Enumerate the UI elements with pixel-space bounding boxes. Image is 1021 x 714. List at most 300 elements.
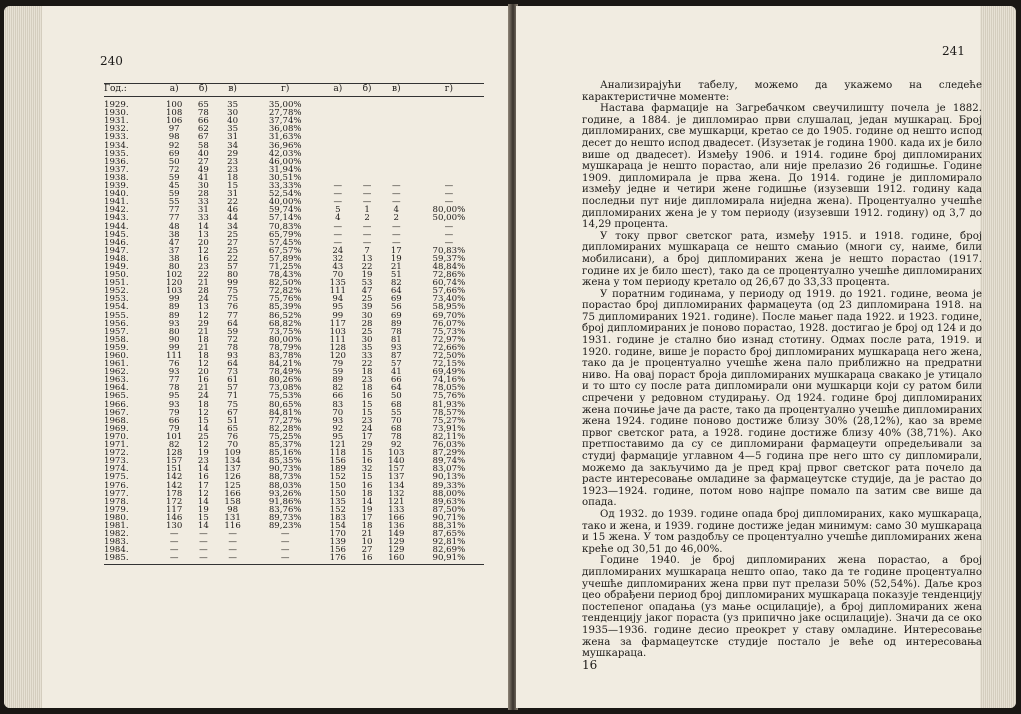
table-cell: — [391, 229, 401, 240]
table-cell: 69 [390, 310, 402, 321]
table-header-cell: в) [215, 84, 250, 97]
table-cell: — [333, 237, 343, 248]
table-cell: 22 [361, 261, 373, 272]
table-cell: 99 [332, 310, 344, 321]
table-cell: 14 [197, 496, 209, 507]
table-cell: 80,26% [268, 375, 302, 386]
table-cell: 23 [361, 415, 373, 426]
table-cell [379, 125, 414, 133]
table-cell: 137 [388, 472, 405, 483]
table-cell: 75,73% [432, 326, 466, 337]
table-cell: 65 [197, 100, 209, 111]
table-cell: 15 [197, 415, 209, 426]
table-cell: 68 [390, 423, 402, 434]
table-cell: 19 [390, 253, 402, 264]
table-cell: 75,76% [268, 294, 302, 305]
table-cell: 99 [168, 342, 180, 353]
table-cell [414, 150, 484, 158]
table-cell: 37,74% [268, 116, 302, 127]
table-cell [320, 117, 355, 125]
table-cell: 70 [332, 407, 344, 418]
table-cell: 70,83% [432, 245, 466, 256]
table-cell: 77 [168, 213, 180, 224]
table-cell: 125 [224, 480, 241, 491]
table-cell: 15 [227, 181, 239, 192]
table-cell: 4 [393, 205, 400, 216]
table-cell: 129 [388, 545, 405, 556]
table-cell: — [444, 221, 454, 232]
table-row [104, 538, 484, 546]
table-cell [379, 109, 414, 117]
table-cell: 17 [361, 512, 373, 523]
table-cell: 90,73% [268, 464, 302, 475]
table-cell: 189 [329, 464, 347, 475]
table-cell: 77 [168, 205, 180, 216]
table-cell: 1933. [104, 132, 129, 143]
table-cell: 15 [197, 512, 209, 523]
table-cell: 89,74% [432, 456, 466, 467]
table-cell: 18 [361, 520, 373, 531]
table-cell: 1932. [104, 124, 129, 135]
table-cell: 14 [197, 520, 209, 531]
table-cell: 76,03% [432, 440, 466, 451]
table-cell: 73,91% [432, 423, 466, 434]
table-cell: 1979. [104, 504, 129, 515]
table-cell: 12 [197, 310, 209, 321]
table-cell [320, 133, 355, 141]
table-cell: 36,96% [268, 140, 302, 151]
table-cell: 36,08% [268, 124, 302, 135]
table-cell: 1968. [104, 415, 129, 426]
table-cell: 57 [227, 383, 239, 394]
table-cell: 103 [329, 326, 347, 337]
table-row [104, 554, 484, 565]
table-cell: 92 [390, 440, 402, 451]
table-cell: 90,71% [432, 512, 466, 523]
table-cell: 111 [165, 351, 183, 361]
table-cell: 103 [165, 286, 183, 297]
table-cell: 31 [227, 132, 239, 143]
table-cell: 170 [329, 529, 347, 540]
table-cell: — [362, 189, 372, 200]
table-cell: — [444, 189, 454, 200]
table-cell: 50,00% [432, 213, 466, 224]
table-cell [414, 109, 484, 117]
table-cell: 27,78% [268, 108, 302, 119]
table-cell: 85,37% [268, 440, 302, 451]
table-cell: 109 [224, 448, 241, 459]
table-cell: 10 [361, 537, 373, 548]
table-cell [414, 166, 484, 174]
table-cell: 93 [168, 318, 180, 329]
table-cell: 45 [168, 181, 180, 192]
table-cell: 23 [197, 261, 209, 272]
table-cell: 131 [224, 512, 241, 523]
table-cell: 1954. [104, 302, 129, 313]
table-cell: 1956. [104, 318, 129, 329]
table-cell: 1938. [104, 172, 129, 183]
table-cell: 87,65% [432, 529, 466, 540]
table-cell: 24 [197, 294, 209, 305]
table-cell: — [333, 181, 343, 192]
table-cell: 142 [165, 480, 183, 491]
table-cell: 126 [224, 472, 241, 483]
table-cell: 152 [329, 472, 347, 483]
page-number-right: 241 [942, 44, 965, 58]
table-cell: 1982. [104, 529, 129, 540]
table-cell: 80,65% [268, 399, 302, 410]
table-cell [355, 109, 378, 117]
table-cell [355, 158, 378, 166]
table-cell: 1966. [104, 399, 129, 410]
table-cell: 94 [332, 294, 344, 305]
table-cell: 59,74% [268, 205, 302, 216]
table-cell: 1960. [104, 351, 129, 361]
table-cell: 95 [332, 302, 344, 313]
table-cell: 25 [197, 431, 209, 442]
table-cell: 1950. [104, 270, 129, 281]
table-cell: 28 [361, 318, 373, 329]
table-cell: 80 [168, 326, 180, 337]
table-cell [355, 133, 378, 141]
table-cell: 116 [224, 520, 241, 531]
table-cell: 87,29% [432, 448, 466, 459]
table-cell: 80 [168, 261, 180, 272]
table-cell: 31,63% [268, 132, 302, 143]
table-cell: 39 [361, 302, 373, 313]
table-cell: 1971. [104, 440, 129, 451]
table-cell: — [362, 221, 372, 232]
table-cell: — [199, 537, 208, 548]
table-cell: 75 [227, 294, 239, 305]
table-cell: 53 [361, 278, 373, 289]
table-cell: 69,49% [432, 367, 466, 378]
table-cell: 43 [332, 261, 344, 272]
table-cell: 1943. [104, 213, 129, 224]
table-cell: 20 [197, 237, 209, 248]
table-cell: 1 [364, 205, 370, 216]
table-cell: 41 [390, 367, 402, 378]
table-header-cell: б) [192, 84, 215, 97]
table-cell: 57,14% [268, 213, 302, 224]
table-cell: 1980. [104, 512, 129, 523]
table-cell: 1984. [104, 545, 129, 556]
table-cell: 30 [227, 108, 239, 119]
table-cell: 78 [390, 431, 402, 442]
left-page [4, 6, 510, 708]
table-cell: 1953. [104, 294, 129, 305]
table-cell: 75 [227, 286, 239, 297]
table-cell: 72,82% [268, 286, 302, 297]
table-cell: 1941. [104, 197, 129, 208]
table-cell: 79 [168, 423, 180, 434]
table-cell: 81,93% [432, 399, 466, 410]
table-cell: 31 [197, 205, 209, 216]
table-cell: 5 [335, 205, 341, 216]
table-cell: 1978. [104, 496, 129, 507]
table-cell: 166 [224, 488, 241, 499]
table-cell: 89,33% [432, 480, 466, 491]
table-cell: 89,23% [268, 520, 302, 531]
table-cell: 76 [227, 431, 239, 442]
table-cell: 71,25% [268, 261, 302, 272]
table-cell: 35,00% [268, 100, 302, 111]
table-cell: 72,86% [432, 270, 466, 281]
table-cell: 14 [197, 464, 209, 475]
table-cell: — [391, 181, 401, 192]
right-page [516, 6, 1016, 708]
table-cell: 1962. [104, 367, 129, 378]
table-cell: — [391, 221, 401, 232]
table-cell: 69 [390, 294, 402, 305]
page-edge-right [980, 6, 1016, 708]
table-cell: — [280, 545, 290, 556]
table-row [104, 522, 484, 530]
table-cell: — [280, 529, 290, 540]
footer-number: 16 [582, 658, 598, 672]
table-cell: 18 [361, 383, 373, 394]
table-cell: 111 [329, 286, 347, 297]
table-cell: 88,73% [268, 472, 302, 483]
table-cell: 83,07% [432, 464, 466, 475]
table-cell: 21 [390, 261, 402, 272]
table-cell: 35 [227, 124, 239, 135]
table-header-cell: а) [320, 84, 355, 97]
graduates-table [104, 83, 484, 565]
table-cell: 73,08% [268, 383, 302, 394]
table-cell: 4 [335, 213, 341, 224]
table-cell: 16 [361, 480, 373, 491]
table-row [104, 530, 484, 538]
paragraph: Настава фармације на Загребачком свеучилишту почела је 1882. године, а 1884. је дипломирао први слушалац, један мушкарац. Број дипломираних, све мушкарци, кретао се до 1905. године од нешто испод десет до нешто испод двадесет. (Изузетак је година 1900. када их је било више од двадесет). Између 1906. и 1914. године број дипломираних мушкараца је нешто порастао, али није прелазио 26 годишње. Године 1909. дипломирала је прва жена. До 1914. године је дипломирало између једне и четири жене годишње (изузевши 1912. годину када последњи пут није дипломирала ниједна жена). Процентуално учешће дипломираних жена је у том периоду (изузевши 1912. годину) од 3,7 до 14,29 процента. [582, 103, 982, 231]
table-cell: 151 [165, 464, 183, 475]
table-cell [355, 125, 378, 133]
table-cell: 97 [168, 124, 180, 135]
table-cell: 1944. [104, 221, 129, 232]
table-cell: 89 [168, 302, 180, 313]
table-cell: 56 [390, 302, 402, 313]
table-cell: 58 [197, 140, 209, 151]
table-cell: 95 [168, 391, 180, 402]
table-cell [379, 166, 414, 174]
table-cell: 140 [388, 456, 405, 467]
table-cell: 93 [168, 367, 180, 378]
table-cell: 72 [227, 334, 239, 345]
table-cell: 22 [197, 270, 209, 281]
table-cell: 57,45% [268, 237, 302, 248]
table-cell: 18 [197, 351, 209, 361]
table-cell: 15 [361, 399, 373, 410]
table-cell: 120 [165, 278, 183, 289]
table-cell: 92 [168, 140, 180, 151]
table-cell: — [391, 237, 401, 248]
table-cell: 166 [388, 512, 405, 523]
table-cell: 78 [227, 342, 239, 353]
table-cell: — [169, 537, 179, 548]
table-cell [414, 97, 484, 110]
table-cell: 18 [227, 172, 239, 183]
table-cell: 44 [227, 213, 239, 224]
table-cell: 17 [390, 245, 402, 256]
table-cell: 89 [390, 318, 402, 329]
table-cell: 135 [329, 278, 347, 289]
table-cell: 40,00% [268, 197, 302, 208]
table-cell: 55 [390, 407, 402, 418]
table-cell: 20 [197, 367, 209, 378]
table-cell: 146 [165, 512, 183, 523]
table-cell [355, 97, 378, 110]
table-cell: 1952. [104, 286, 129, 297]
table-cell [379, 97, 414, 110]
table-cell: 90 [168, 334, 180, 345]
table-cell: 33,33% [268, 181, 302, 192]
table-cell: 139 [329, 537, 347, 548]
table-cell: 42,03% [268, 148, 302, 159]
table-cell: 30 [361, 310, 373, 321]
table-cell: 57,89% [268, 253, 302, 264]
table-cell: — [157, 554, 192, 565]
table-cell: 1936. [104, 156, 129, 167]
table-cell: — [444, 181, 454, 192]
table-cell: 78,49% [268, 367, 302, 378]
table-cell: 66 [197, 116, 209, 127]
table-cell: 62 [197, 124, 209, 135]
table-cell: 17 [361, 431, 373, 442]
table-cell: 72,97% [432, 334, 466, 345]
table-cell: 64 [390, 286, 402, 297]
table-cell [320, 150, 355, 158]
table-cell: 59 [168, 172, 180, 183]
table-cell: 134 [388, 480, 405, 491]
table-cell: 98 [227, 504, 239, 515]
table-cell: — [280, 537, 290, 548]
table-cell: 92 [332, 423, 344, 434]
table-cell: 89,73% [268, 512, 302, 523]
table-cell: 38 [168, 253, 180, 264]
table-cell: 1969. [104, 423, 129, 434]
table-cell: 1975. [104, 472, 129, 483]
table-cell: 16 [197, 253, 209, 264]
table-cell: 58,95% [432, 302, 466, 313]
table-cell: 55 [168, 197, 180, 208]
table-cell: 78 [390, 326, 402, 337]
table-cell: 1946. [104, 237, 129, 248]
table-cell: 75,53% [268, 391, 302, 402]
paragraph: Анализирајући табелу, можемо да укажемо на следеће карактеристичне моменте: [582, 80, 982, 103]
table-cell: 33 [197, 197, 209, 208]
table-cell: 132 [388, 488, 405, 499]
table-cell: 59 [168, 189, 180, 200]
table-cell: 77,27% [268, 415, 302, 426]
table-cell: 46,00% [268, 156, 302, 167]
table-cell: 71 [227, 391, 239, 402]
table-cell: 118 [329, 448, 347, 459]
table-cell: 129 [388, 537, 405, 548]
table-cell: 86,52% [268, 310, 302, 321]
table-cell: — [362, 197, 372, 208]
table-cell: — [192, 554, 215, 565]
table-cell: 16 [355, 554, 378, 565]
table-cell: — [228, 529, 237, 540]
table-cell: 85,16% [268, 448, 302, 459]
table-cell: 178 [165, 488, 183, 499]
table-cell: 27 [197, 156, 209, 167]
table-cell: 47 [168, 237, 180, 248]
table-cell: 92,81% [432, 537, 466, 548]
table-cell: — [228, 545, 237, 556]
table-cell [320, 125, 355, 133]
table-cell: 16 [361, 456, 373, 467]
table-header-row [104, 84, 484, 97]
table-cell: 72,15% [432, 359, 466, 370]
table-cell: 79 [332, 359, 344, 370]
table-cell: 60,74% [432, 278, 466, 289]
table-cell [379, 158, 414, 166]
table-cell: — [169, 529, 179, 540]
table-cell: 93,26% [268, 488, 302, 499]
table-cell: 25 [361, 326, 373, 337]
table-cell: 89 [168, 310, 180, 321]
table-cell: 1937. [104, 164, 129, 175]
paragraph: У поратним годинама, у периоду од 1919. до 1921. године, веома је порастао број дипломираних фармацеута (од 23 дипломирана 1918. на 75 дипломираних 1921. године). После мањег пада 1922. и 1923. године, број дипломираних је поново порастао, 1928. достигао је број од 124 и до 1931. године је стално био изнад стотину. Одмах после рата, 1919. и 1920. године, више је порасто број дипломираних мушкараца него жена, тако да је процентуално учешће жена пало приближно на предратни ниво. На овај пораст броја дипломираних мушкараца свакако је утицало и то што су после рата дипломирали они мушкарци који су ратом били спречени у редовном студирању. Од 1924. године број дипломираних жена почиње јаче да расте, тако да процентуално учешће дипломираних жена 1924. године поново достиже близу 30% (28,12%), као за време првог светског рата, а 1928. године достиже близу 40% (38,71%). Ако претпоставимо да су се дипломирани фармацеути опредељивали за студиј фармације углавном 4—5 година пре него што су дипломирали, можемо да закључимо да је пред крај првог светског рата почело да расте интересовање омладине за фармацеутске студије, да је растао до 1923—1924. године, потом ново најпре помало па затим све више да опада. [582, 288, 982, 509]
table-cell: 1973. [104, 456, 129, 467]
table-cell: 106 [165, 116, 183, 127]
table-cell: 1930. [104, 108, 129, 119]
table-cell: 19 [361, 504, 373, 515]
table-cell: 21 [197, 326, 209, 337]
paragraph: У току првог светског рата, између 1915. и 1918. године, број дипломираних мушкараца се нешто смањио (многи су, наиме, били мобилисани), а број дипломираних жена је нешто порастао (1917. године их је било шест), тако да се процентуално учешће дипломираних жена у том периоду кретало од 26,67 до 33,33 процента. [582, 230, 982, 289]
table-cell: 102 [165, 270, 183, 281]
table-cell: 1977. [104, 488, 129, 499]
table-cell: 82 [168, 440, 180, 451]
table-cell: 59,37% [432, 253, 466, 264]
table-cell: 50 [390, 391, 402, 402]
table-cell: 14 [197, 423, 209, 434]
table-cell: 149 [388, 529, 405, 540]
table-cell: 108 [165, 108, 183, 119]
table-cell: 1983. [104, 537, 129, 548]
table-cell: 77 [168, 375, 180, 386]
table-cell: 172 [165, 496, 183, 507]
table-cell: 32 [332, 253, 344, 264]
table-cell: 64 [227, 359, 239, 370]
table-cell: 32 [361, 464, 373, 475]
table-cell: 156 [329, 545, 347, 556]
table-cell: 37 [168, 245, 180, 256]
table-cell: 16 [197, 472, 209, 483]
paragraph: Од 1932. до 1939. године опада број дипломираних, како мушкараца, тако и жена, и 1939. године достиже један минимум: само 30 мушкараца и 15 жена. У том раздобљу се процентуално учешће дипломираних жена креће од 30,51 до 46,00%. [582, 508, 982, 555]
table-cell: 12 [197, 488, 209, 499]
table-cell: 17 [197, 480, 209, 491]
table-cell: 2 [364, 213, 370, 224]
table-cell: 66 [332, 391, 344, 402]
table-cell: 76,07% [432, 318, 466, 329]
table-cell: 23 [227, 156, 239, 167]
table-cell: 1972. [104, 448, 129, 459]
table-cell: 70 [332, 270, 344, 281]
table-cell: 85,35% [268, 456, 302, 467]
table-cell: 78,57% [432, 407, 466, 418]
table-cell: 25 [227, 229, 239, 240]
table-cell: 78,05% [432, 383, 466, 394]
table-cell: 1963. [104, 375, 129, 386]
table-cell: 28 [197, 189, 209, 200]
table-cell: 121 [329, 440, 347, 451]
table-cell: 59 [227, 326, 239, 337]
table-cell: 12 [197, 440, 209, 451]
table-cell: 19 [197, 448, 209, 459]
table-cell: 136 [388, 520, 405, 531]
